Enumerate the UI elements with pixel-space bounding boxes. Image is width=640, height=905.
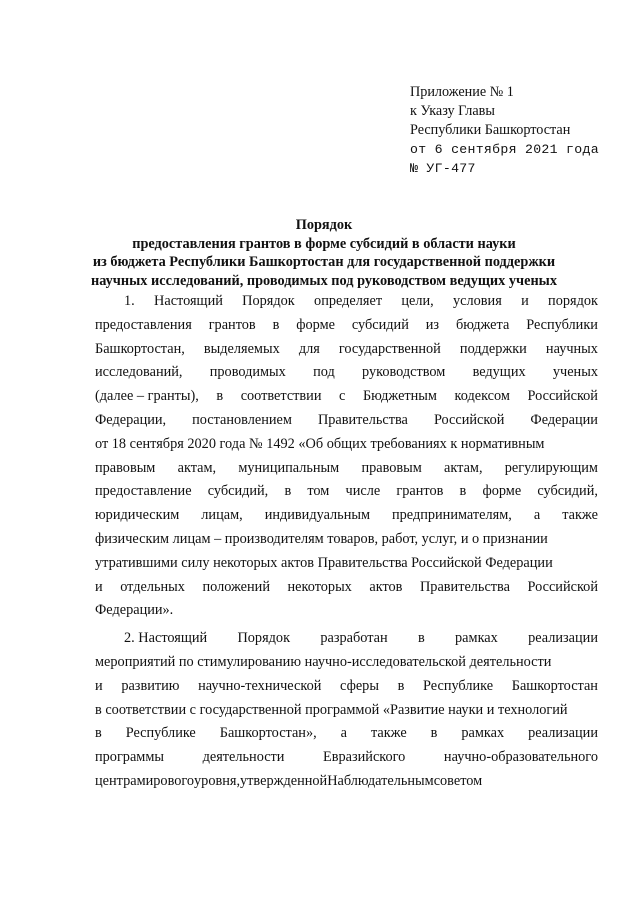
word: форме [482, 483, 522, 500]
word: научно-образовательного [443, 749, 598, 766]
word: Правительства [419, 578, 510, 595]
word: для [298, 340, 320, 357]
word: отдельных [120, 578, 185, 595]
word: научно-технической [198, 677, 322, 694]
word: программы [95, 749, 165, 766]
word: субсидий, [207, 483, 269, 500]
word: в [417, 630, 425, 647]
word: Республике [423, 677, 494, 694]
word: в [95, 725, 102, 742]
word: в [397, 677, 405, 694]
word: юридическим [95, 507, 180, 524]
word: грантов [396, 483, 444, 500]
word: порядок [548, 293, 598, 309]
word: бюджета [455, 316, 510, 333]
word: реализации [528, 630, 598, 647]
text-line [95, 599, 598, 623]
word: и [95, 578, 103, 595]
word: Республики [526, 316, 598, 333]
word: исследований, [95, 364, 183, 381]
title-line: из бюджета Республики Башкортостан для государственной поддержки [92, 254, 556, 271]
word: в [284, 483, 292, 500]
word: утвержденной [240, 772, 328, 789]
word: индивидуальным [264, 507, 370, 524]
word: муниципальным [238, 459, 340, 476]
word: поддержки [459, 340, 527, 357]
word: Федерации, [95, 411, 167, 428]
title-line: предоставления грантов в форме субсидий в области науки [132, 235, 516, 252]
word: Российской [527, 388, 598, 405]
word: кодексом [454, 388, 510, 405]
text-line [95, 770, 598, 794]
text-line [95, 576, 598, 600]
word: актам, [177, 459, 217, 476]
text-line [95, 722, 598, 746]
word: Настоящий [154, 293, 223, 309]
word: рамках [461, 725, 505, 742]
word: актам, [444, 459, 483, 476]
word: цели, [401, 293, 434, 309]
word: 1. [124, 293, 135, 309]
word: субсидий, [537, 483, 598, 500]
word: Башкортостан [511, 677, 598, 694]
word: научных [545, 340, 598, 357]
word: (далее – гранты), [95, 388, 199, 405]
word: правовым [361, 459, 422, 476]
word: развитию [121, 677, 180, 694]
word: предоставления [95, 316, 192, 333]
word: актов [369, 578, 403, 595]
word: Евразийского [323, 749, 406, 766]
word: Российской [433, 411, 505, 428]
appendix-decree-number: № УГ-477 [410, 161, 476, 176]
word: Федерации [530, 411, 598, 428]
word: мероприятий по стимулированию научно-исследовательской деятельности [95, 653, 552, 670]
word: проводимых [209, 364, 286, 381]
title-line: научных исследований, проводимых под руководством ведущих ученых [91, 272, 557, 289]
word: лицам, [201, 507, 243, 524]
word: регулирующим [504, 459, 598, 476]
word: Наблюдательным [327, 772, 434, 789]
word: в [272, 316, 280, 333]
word: форме [296, 316, 335, 333]
word: условия [453, 293, 502, 309]
word: предоставление [95, 483, 192, 500]
word: также [370, 725, 407, 742]
word: центра [95, 772, 137, 789]
text-line [95, 746, 598, 770]
word: и [95, 677, 103, 694]
word: в [459, 483, 467, 500]
text-line [95, 675, 598, 699]
title-line: Порядок [295, 217, 353, 233]
text-line [95, 457, 598, 481]
word: уровня, [194, 772, 241, 789]
word: грантов [208, 316, 256, 333]
text-line [95, 504, 598, 528]
text-line [95, 651, 598, 675]
word: субсидий [351, 316, 409, 333]
word: Порядок [242, 293, 295, 309]
word: в соответствии с государственной программой «Развитие науки и технологий [95, 701, 568, 718]
word: 2. Настоящий [124, 630, 208, 647]
word: советом [433, 772, 483, 789]
word: в [216, 388, 224, 405]
word: том [307, 483, 330, 500]
word: предпринимателям, [392, 507, 512, 524]
text-line [95, 409, 598, 433]
text-line [95, 480, 598, 504]
word: утратившими силу некоторых актов Правительства Российской Федерации [95, 554, 553, 571]
word: государственной [338, 340, 441, 357]
word: выделяемых [203, 340, 280, 357]
word: Правительства [317, 411, 408, 428]
appendix-decree-ref: к Указу Главы [410, 103, 495, 119]
word: Республике [125, 725, 196, 742]
word: Бюджетным [362, 388, 437, 405]
text-line [95, 385, 598, 409]
paragraph-1 [95, 290, 598, 623]
word: определяет [314, 293, 383, 309]
text-line [95, 290, 598, 314]
word: от 18 сентября 2020 года № 1492 «Об общих требованиях к нормативным [95, 435, 545, 452]
document-title [60, 216, 588, 290]
text-line [95, 361, 598, 385]
word: из [425, 316, 440, 333]
word: в [430, 725, 438, 742]
document-body [95, 290, 598, 794]
text-line [95, 552, 598, 576]
appendix-number: Приложение № 1 [410, 84, 514, 100]
word: числе [345, 483, 381, 500]
word: с [339, 388, 346, 405]
word: физическим лицам – производителям товаров, работ, услуг, и о признании [95, 530, 548, 547]
text-line [95, 433, 598, 457]
word: положений [202, 578, 270, 595]
word: разработан [320, 630, 388, 647]
word: некоторых [287, 578, 352, 595]
word: Федерации». [95, 602, 174, 619]
word: реализации [528, 725, 598, 742]
word: руководством [362, 364, 446, 381]
paragraph-2 [95, 627, 598, 794]
text-line [95, 314, 598, 338]
word: деятельности [202, 749, 285, 766]
word: а [533, 507, 541, 524]
word: рамках [455, 630, 498, 647]
word: под [313, 364, 335, 381]
word: соответствии [240, 388, 322, 405]
word: сферы [340, 677, 379, 694]
appendix-republic: Республики Башкортостан [410, 122, 571, 138]
word: ведущих [472, 364, 526, 381]
text-line [95, 338, 598, 362]
appendix-header [410, 83, 599, 178]
word: мирового [136, 772, 195, 789]
word: Порядок [237, 630, 291, 647]
text-line [95, 699, 598, 723]
word: постановлением [192, 411, 292, 428]
word: Башкортостан, [95, 340, 185, 357]
word: Башкортостан», [219, 725, 317, 742]
word: ученых [552, 364, 598, 381]
word: а [340, 725, 347, 742]
word: и [521, 293, 529, 309]
word: правовым [95, 459, 156, 476]
word: также [562, 507, 598, 524]
word: Российской [527, 578, 598, 595]
text-line [95, 528, 598, 552]
appendix-date: от 6 сентября 2021 года [410, 142, 599, 157]
text-line [95, 627, 598, 651]
